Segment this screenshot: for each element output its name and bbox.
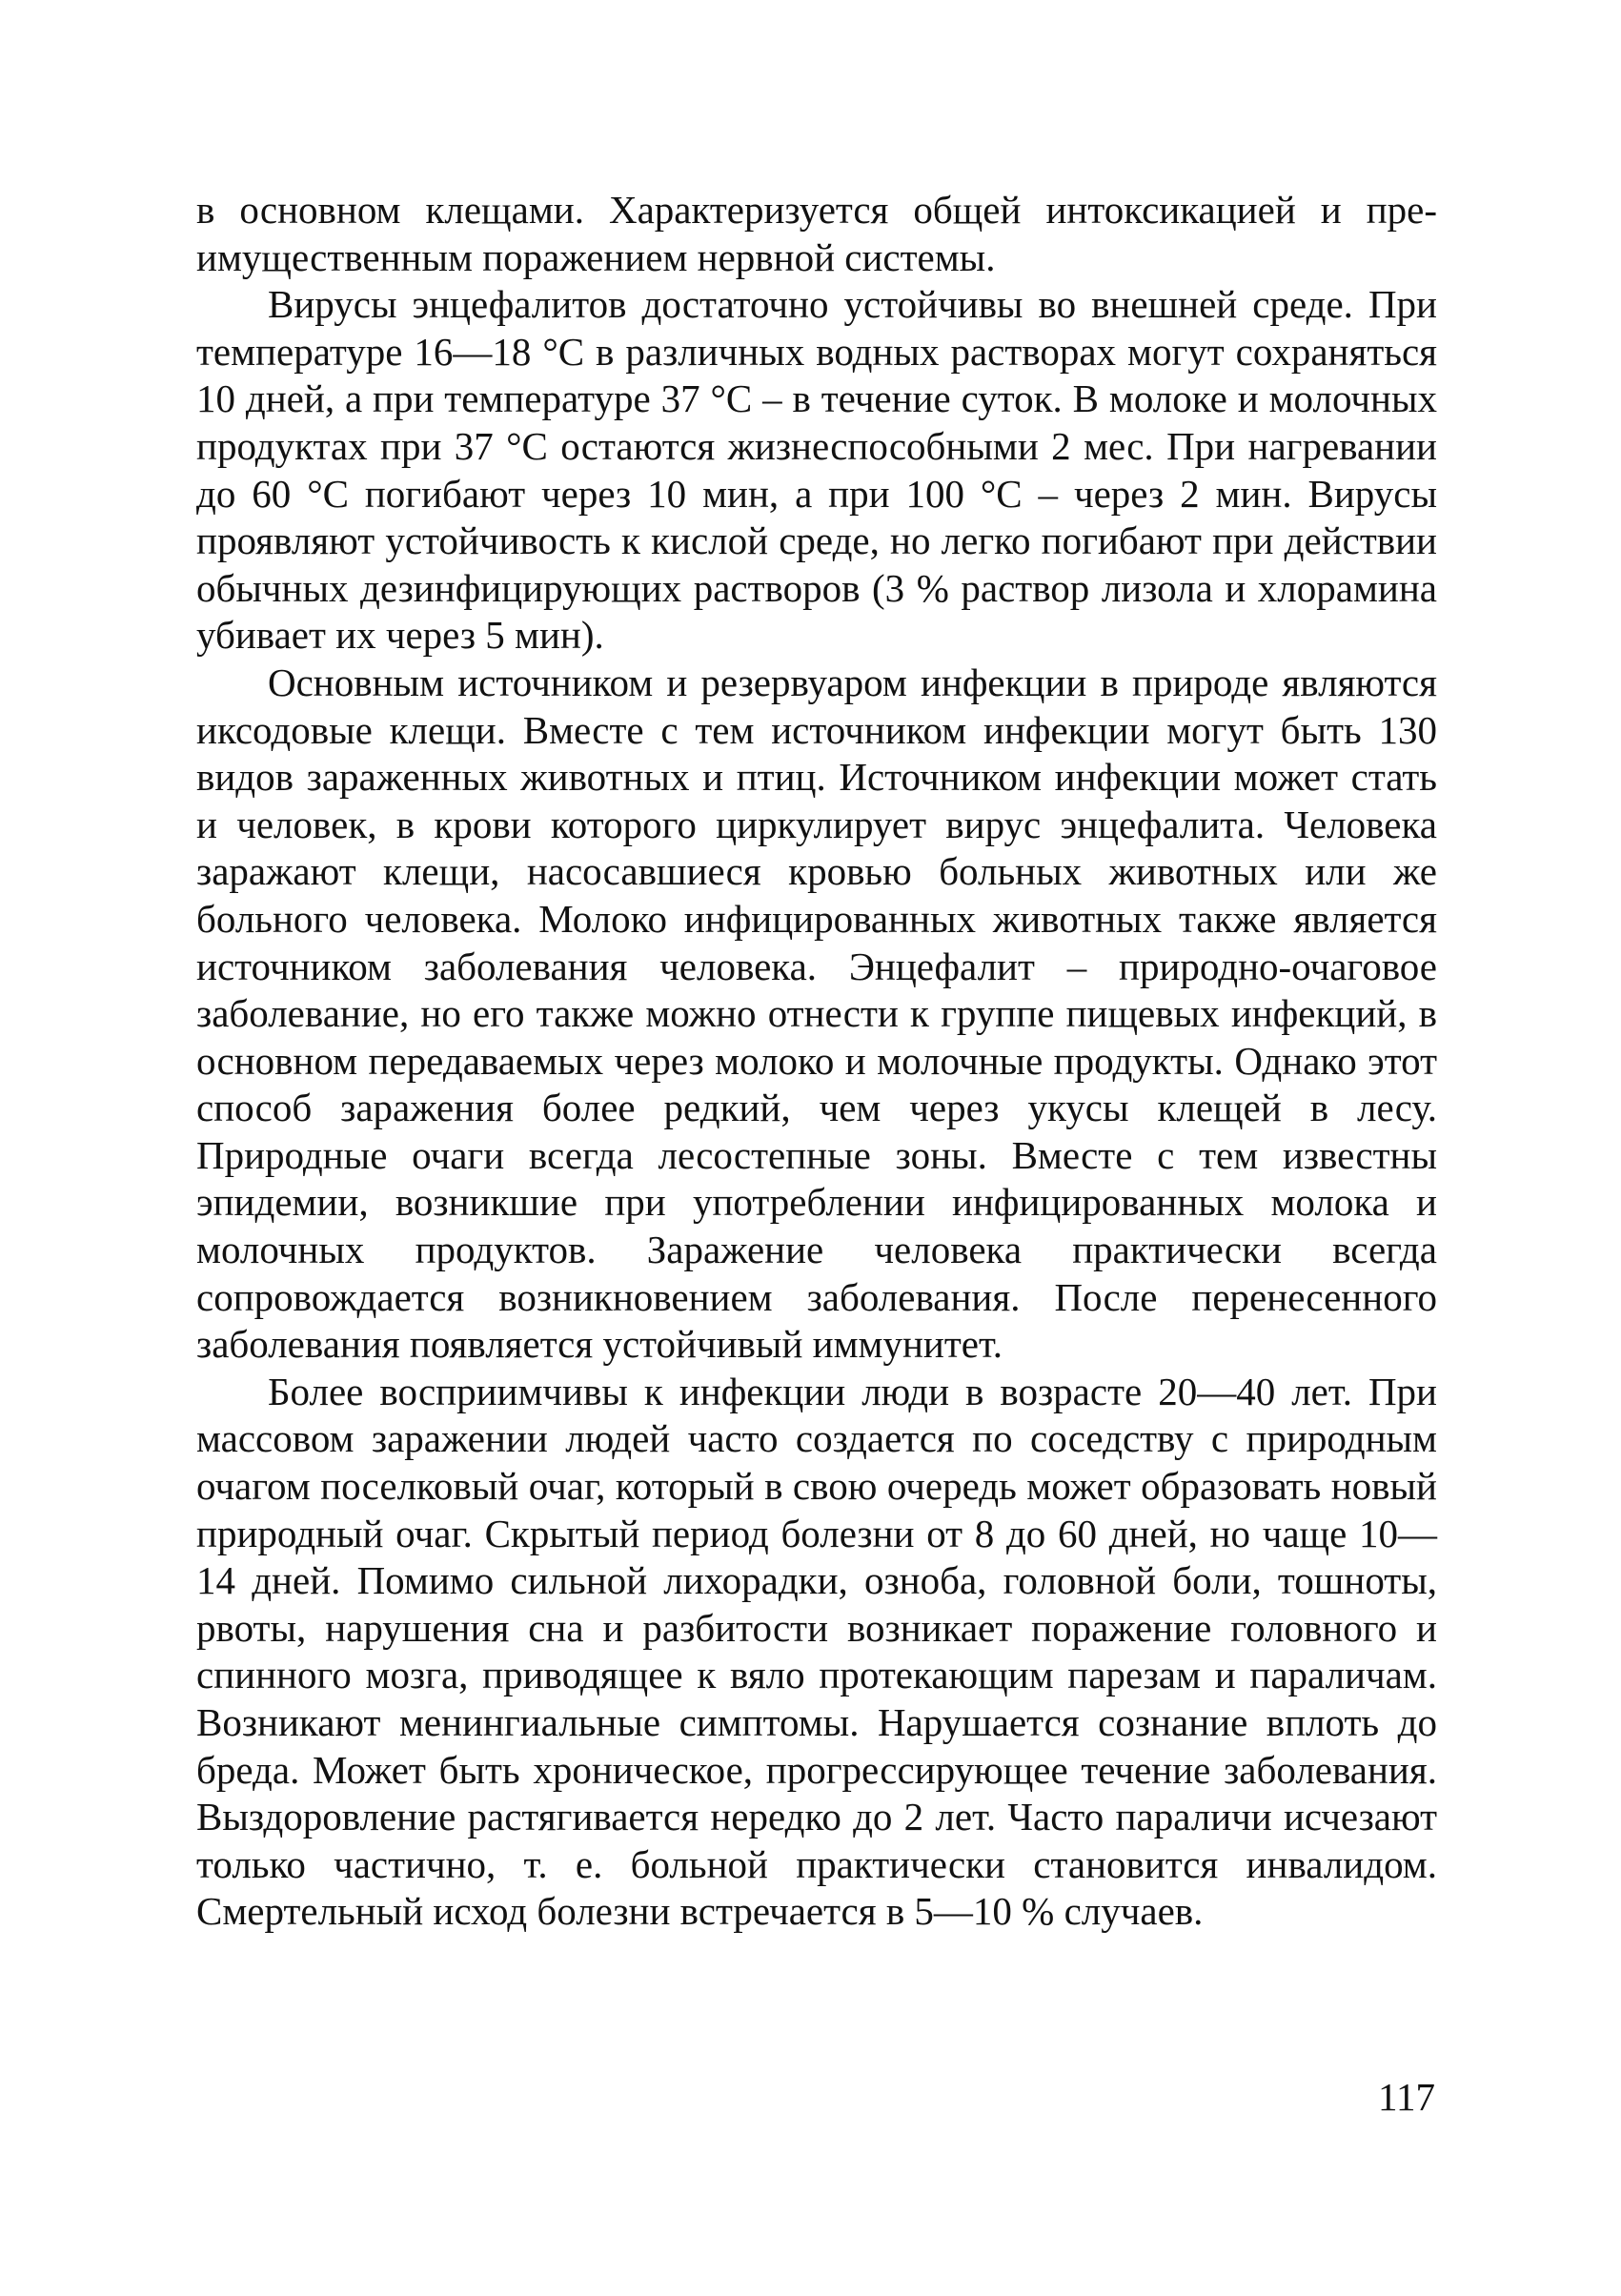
page-number: 117 (1378, 2075, 1435, 2119)
paragraph-susceptibility: Более восприимчивы к инфекции люди в возрасте 20—40 лет. При массовом заражении людей часто создается по соседству с природным очагом поселковый очаг, который в свою очередь может образовать новый природный очаг. Скрытый период болезни от 8 до 60 дней, но чаще 10—14 дней. Помимо сильной лихорадки, озноба, головной боли, тошноты, рвоты, нарушения сна и разбитости возникает поражение головного и спинного мозга, приводящее к вяло протекающим парезам и параличам. Возникают менингиальные симптомы. Нарушается сознание вплоть до бреда. Может быть хроническое, прогрессирующее течение заболевания. Выздоровление растягивается нередко до 2 лет. Часто параличи исчезают только частично, т. е. больной практически становится инвалидом. Смертельный исход болезни встречается в 5—10 % случаев. (196, 1369, 1437, 1934)
paragraph-continuation: в основном клещами. Характеризуется общей интоксикацией и преимущественным поражением нервной системы. (196, 188, 1437, 279)
paragraph-infection-source: Основным источником и резервуаром инфекции в природе являются иксодовые клещи. Вместе с тем источником инфекции могут быть 130 видов зараженных животных и птиц. Источником инфекции может стать и человек, в крови которого циркулирует вирус энцефалита. Человека заражают клещи, насосавшиеся кровью больных животных или же больного человека. Молоко инфицированных животных также является источником заболевания человека. Энцефалит – природно-очаговое заболевание, но его также можно отнести к группе пищевых инфекций, в основном передаваемых через молоко и молочные продукты. Однако этот способ заражения более редкий, чем через укусы клещей в лесу. Природные очаги всегда лесостепные зоны. Вместе с тем известны эпидемии, возникшие при употреблении инфицированных молока и молочных продуктов. Заражение человека практически всегда сопровождается возникновением заболевания. После перенесенного заболевания появляется устойчивый иммунитет. (196, 660, 1437, 1367)
paragraph-virus-stability: Вирусы энцефалитов достаточно устойчивы во внешней среде. При температуре 16—18 °С в различных водных растворах могут сохраняться 10 дней, а при температуре 37 °С – в течение суток. В молоке и молочных продуктах при 37 °С остаются жизнеспособными 2 мес. При нагревании до 60 °С погибают через 10 мин, а при 100 °С – через 2 мин. Вирусы проявляют устойчивость к кислой среде, но легко погибают при действии обычных дезинфицирующих растворов (3 % раствор лизола и хлорамина убивает их через 5 мин). (196, 282, 1437, 658)
body-text (196, 187, 1437, 1936)
